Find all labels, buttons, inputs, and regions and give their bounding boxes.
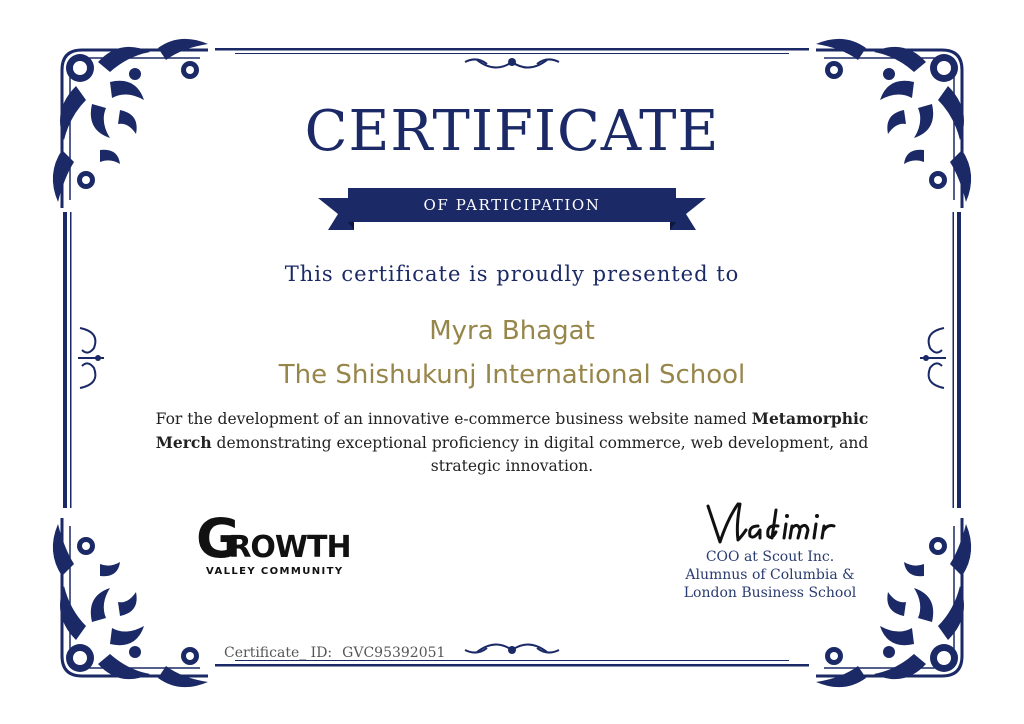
corner-ornament-bottom-left [40,511,215,696]
certificate-title: CERTIFICATE [304,99,720,164]
description-part-2: demonstrating exceptional proficiency in digital commerce, web development, and strategic innovation. [216,434,869,475]
signer-role: COO at Scout Inc. [705,549,835,565]
certificate-id [224,645,445,661]
school-name: The Shishukunj International School [278,360,746,390]
description-part-1: For the development of an innovative e-commerce business website named [155,410,747,428]
signer-credential-line-2: London Business School [683,585,857,601]
presented-to-text: This certificate is proudly presented to [284,262,740,286]
project-name: Metamorphic Merch [155,409,869,452]
signature [700,500,840,548]
achievement-description [150,407,874,478]
border-rule-top [215,38,809,78]
logo-initial: G [196,507,239,570]
certificate-subtitle: OF PARTICIPATION [423,196,601,214]
logo-subtitle: VALLEY COMMUNITY [206,566,344,577]
recipient-name: Myra Bhagat [429,316,595,346]
signer-credential-line-1: Alumnus of Columbia & [685,567,855,583]
certificate-id-label: Certificate_ ID: [224,645,333,661]
logo-wordmark [196,507,351,570]
certificate-id-value: GVC95392051 [342,645,446,661]
logo-word: ROWTH [228,530,351,565]
growth-valley-logo [196,507,366,584]
